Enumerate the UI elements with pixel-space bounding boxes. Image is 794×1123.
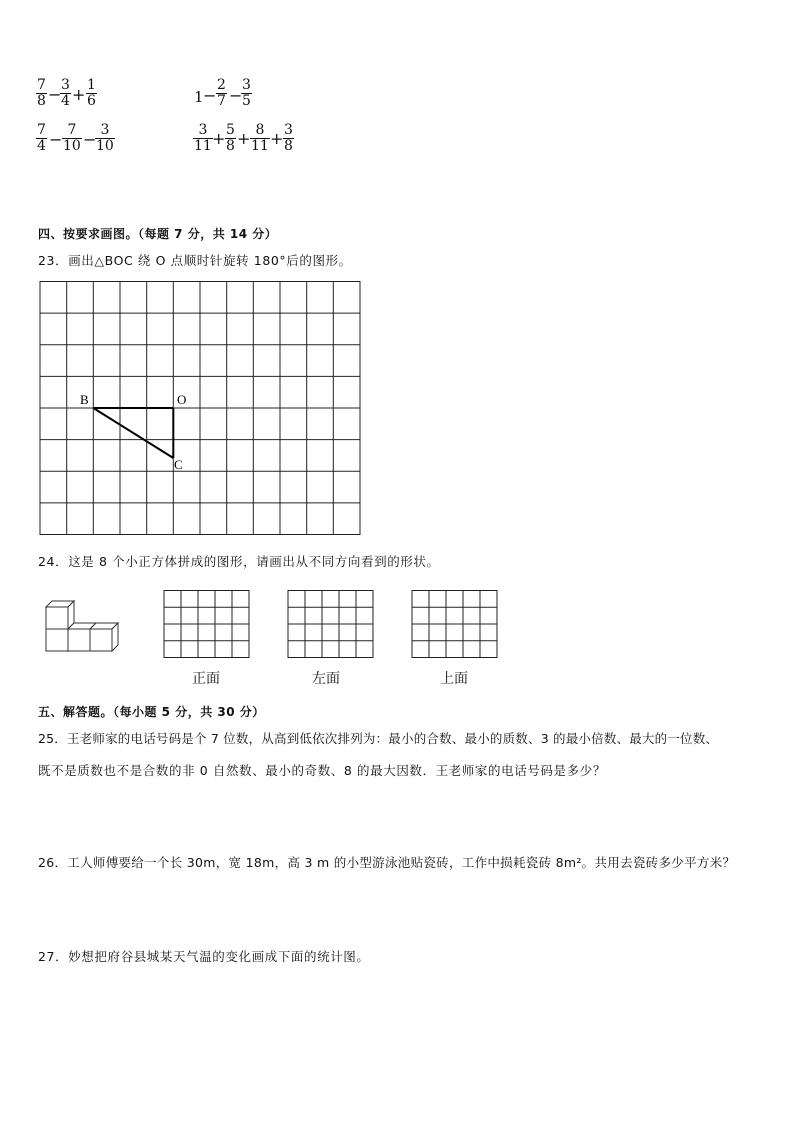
operator: − <box>229 86 243 105</box>
question-26-text: 26．工人师傅要给一个长 30m，宽 18m，高 3 m 的小型游泳池贴瓷砖，工作中损耗瓷砖 8m²。共用去瓷砖多少平方米？ <box>38 855 736 870</box>
section-heading: 五、解答题。（每小题 5 分，共 30 分） <box>38 705 265 719</box>
fraction: $\frac{1}{6}$ <box>87 77 96 109</box>
top-view-grid[interactable] <box>411 589 499 659</box>
fraction: $\frac{7}{10}$ <box>63 122 81 154</box>
point-o-label: O <box>177 392 187 407</box>
question-25-line-2: 既不是质数也不是合数的非 0 自然数、最小的奇数、8 的最大因数．王老师家的电话号码是多少？ <box>38 763 606 778</box>
operator: + <box>72 85 86 104</box>
fraction: $\frac{2}{7}$ <box>217 77 226 109</box>
operator: − <box>48 85 62 104</box>
fraction: $\frac{3}{4}$ <box>61 77 70 109</box>
fraction: $\frac{3}{11}$ <box>194 122 212 154</box>
operator: + <box>270 129 284 148</box>
fraction: $\frac{5}{8}$ <box>226 122 235 154</box>
operator: − <box>203 86 217 105</box>
question-24-text: 24．这是 8 个小正方体拼成的图形，请画出从不同方向看到的形状。 <box>38 554 440 569</box>
rotation-grid[interactable] <box>38 280 363 538</box>
front-view-grid[interactable] <box>163 589 251 659</box>
operator: − <box>83 130 97 149</box>
section-heading: 四、按要求画图。（每题 7 分，共 14 分） <box>38 227 278 241</box>
fraction: $\frac{7}{4}$ <box>37 122 46 154</box>
number: 1 <box>194 88 204 106</box>
fraction: $\frac{3}{5}$ <box>242 77 251 109</box>
cube-stack-figure <box>42 592 126 654</box>
triangle-boc <box>93 408 173 458</box>
point-b-label: B <box>80 392 89 407</box>
front-view-label: 正面 <box>192 671 220 687</box>
question-25-line-1: 25．王老师家的电话号码是个 7 位数，从高到低依次排列为：最小的合数、最小的质数、3 的最小倍数、最大的一位数、 <box>38 731 719 746</box>
operator: − <box>49 130 63 149</box>
left-view-grid[interactable] <box>287 589 375 659</box>
operator: + <box>237 129 251 148</box>
operator: + <box>212 129 226 148</box>
fraction: $\frac{8}{11}$ <box>251 122 269 154</box>
left-view-label: 左面 <box>312 671 340 687</box>
question-23-text: 23．画出△BOC 绕 O 点顺时针旋转 180°后的图形。 <box>38 253 352 268</box>
question-27-text: 27．妙想把府谷县城某天气温的变化画成下面的统计图。 <box>38 949 370 964</box>
top-view-label: 上面 <box>440 671 468 687</box>
fraction: $\frac{3}{10}$ <box>96 122 114 154</box>
fraction: $\frac{7}{8}$ <box>37 77 46 109</box>
point-c-label: C <box>174 457 183 472</box>
fraction: $\frac{3}{8}$ <box>284 122 293 154</box>
